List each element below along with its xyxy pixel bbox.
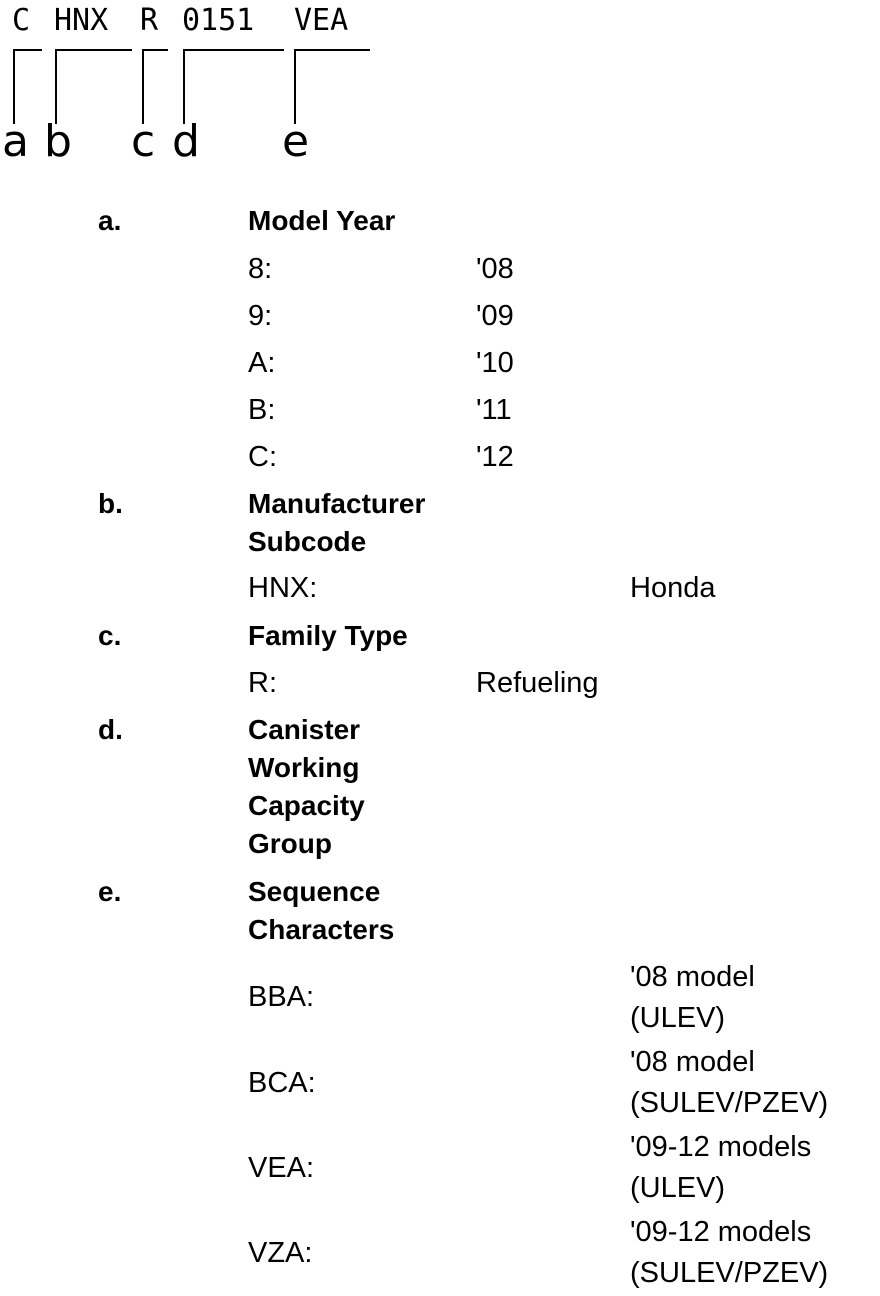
code-letter-a: a [2,116,29,167]
entry-meaning-line: '08 model [630,1046,755,1078]
code-segment-b: HNX [54,3,109,38]
section-title-line: Working [248,752,360,783]
section-title-line: Subcode [248,526,367,557]
section-title-line: Canister [248,714,361,745]
section-title: Model Year [248,205,396,236]
section-label: a. [98,205,122,236]
section-label: b. [98,488,123,519]
entry-meaning: '08 [476,253,514,285]
section-title-line: Manufacturer [248,488,426,519]
section-title: Family Type [248,620,408,651]
code-letter-c: c [131,116,156,167]
entry-code: C: [248,441,277,473]
entry-code: 8: [248,253,273,285]
code-segment-e: VEA [294,3,349,38]
section-title-line: Sequence [248,876,381,907]
entry-meaning-line: (ULEV) [630,1172,726,1204]
section-title-line: Group [248,828,332,859]
entry-code: 9: [248,300,273,332]
code-letter-e: e [282,116,310,167]
code-segment-d: 0151 [182,3,255,38]
entry-meaning-line: (ULEV) [630,1002,726,1034]
entry-code: HNX: [248,572,318,604]
entry-code: BBA: [248,981,315,1013]
entry-code: VEA: [248,1152,315,1184]
entry-code: R: [248,667,277,699]
entry-code: VZA: [248,1237,313,1269]
entry-meaning: Refueling [476,667,599,699]
section-label: c. [98,620,122,651]
entry-meaning-line: (SULEV/PZEV) [630,1087,829,1119]
entry-meaning-line: '09-12 models [630,1131,812,1163]
code-segment-a: C [12,3,31,38]
entry-code: A: [248,347,276,379]
entry-meaning-line: '08 model [630,961,755,993]
entry-meaning: '12 [476,441,514,473]
section-label: d. [98,714,123,745]
code-letter-d: d [172,116,200,167]
entry-code: BCA: [248,1067,316,1099]
section-label: e. [98,876,122,907]
entry-meaning: '11 [476,394,512,426]
entry-code: B: [248,394,276,426]
entry-meaning: Honda [630,572,716,604]
entry-meaning-line: (SULEV/PZEV) [630,1257,829,1289]
section-title-line: Capacity [248,790,365,821]
entry-meaning: '09 [476,300,514,332]
code-bracket-lines [0,0,880,130]
entry-meaning: '10 [476,347,514,379]
code-segment-c: R [140,3,159,38]
section-title-line: Characters [248,914,395,945]
code-letter-b: b [44,116,72,167]
entry-meaning-line: '09-12 models [630,1216,812,1248]
